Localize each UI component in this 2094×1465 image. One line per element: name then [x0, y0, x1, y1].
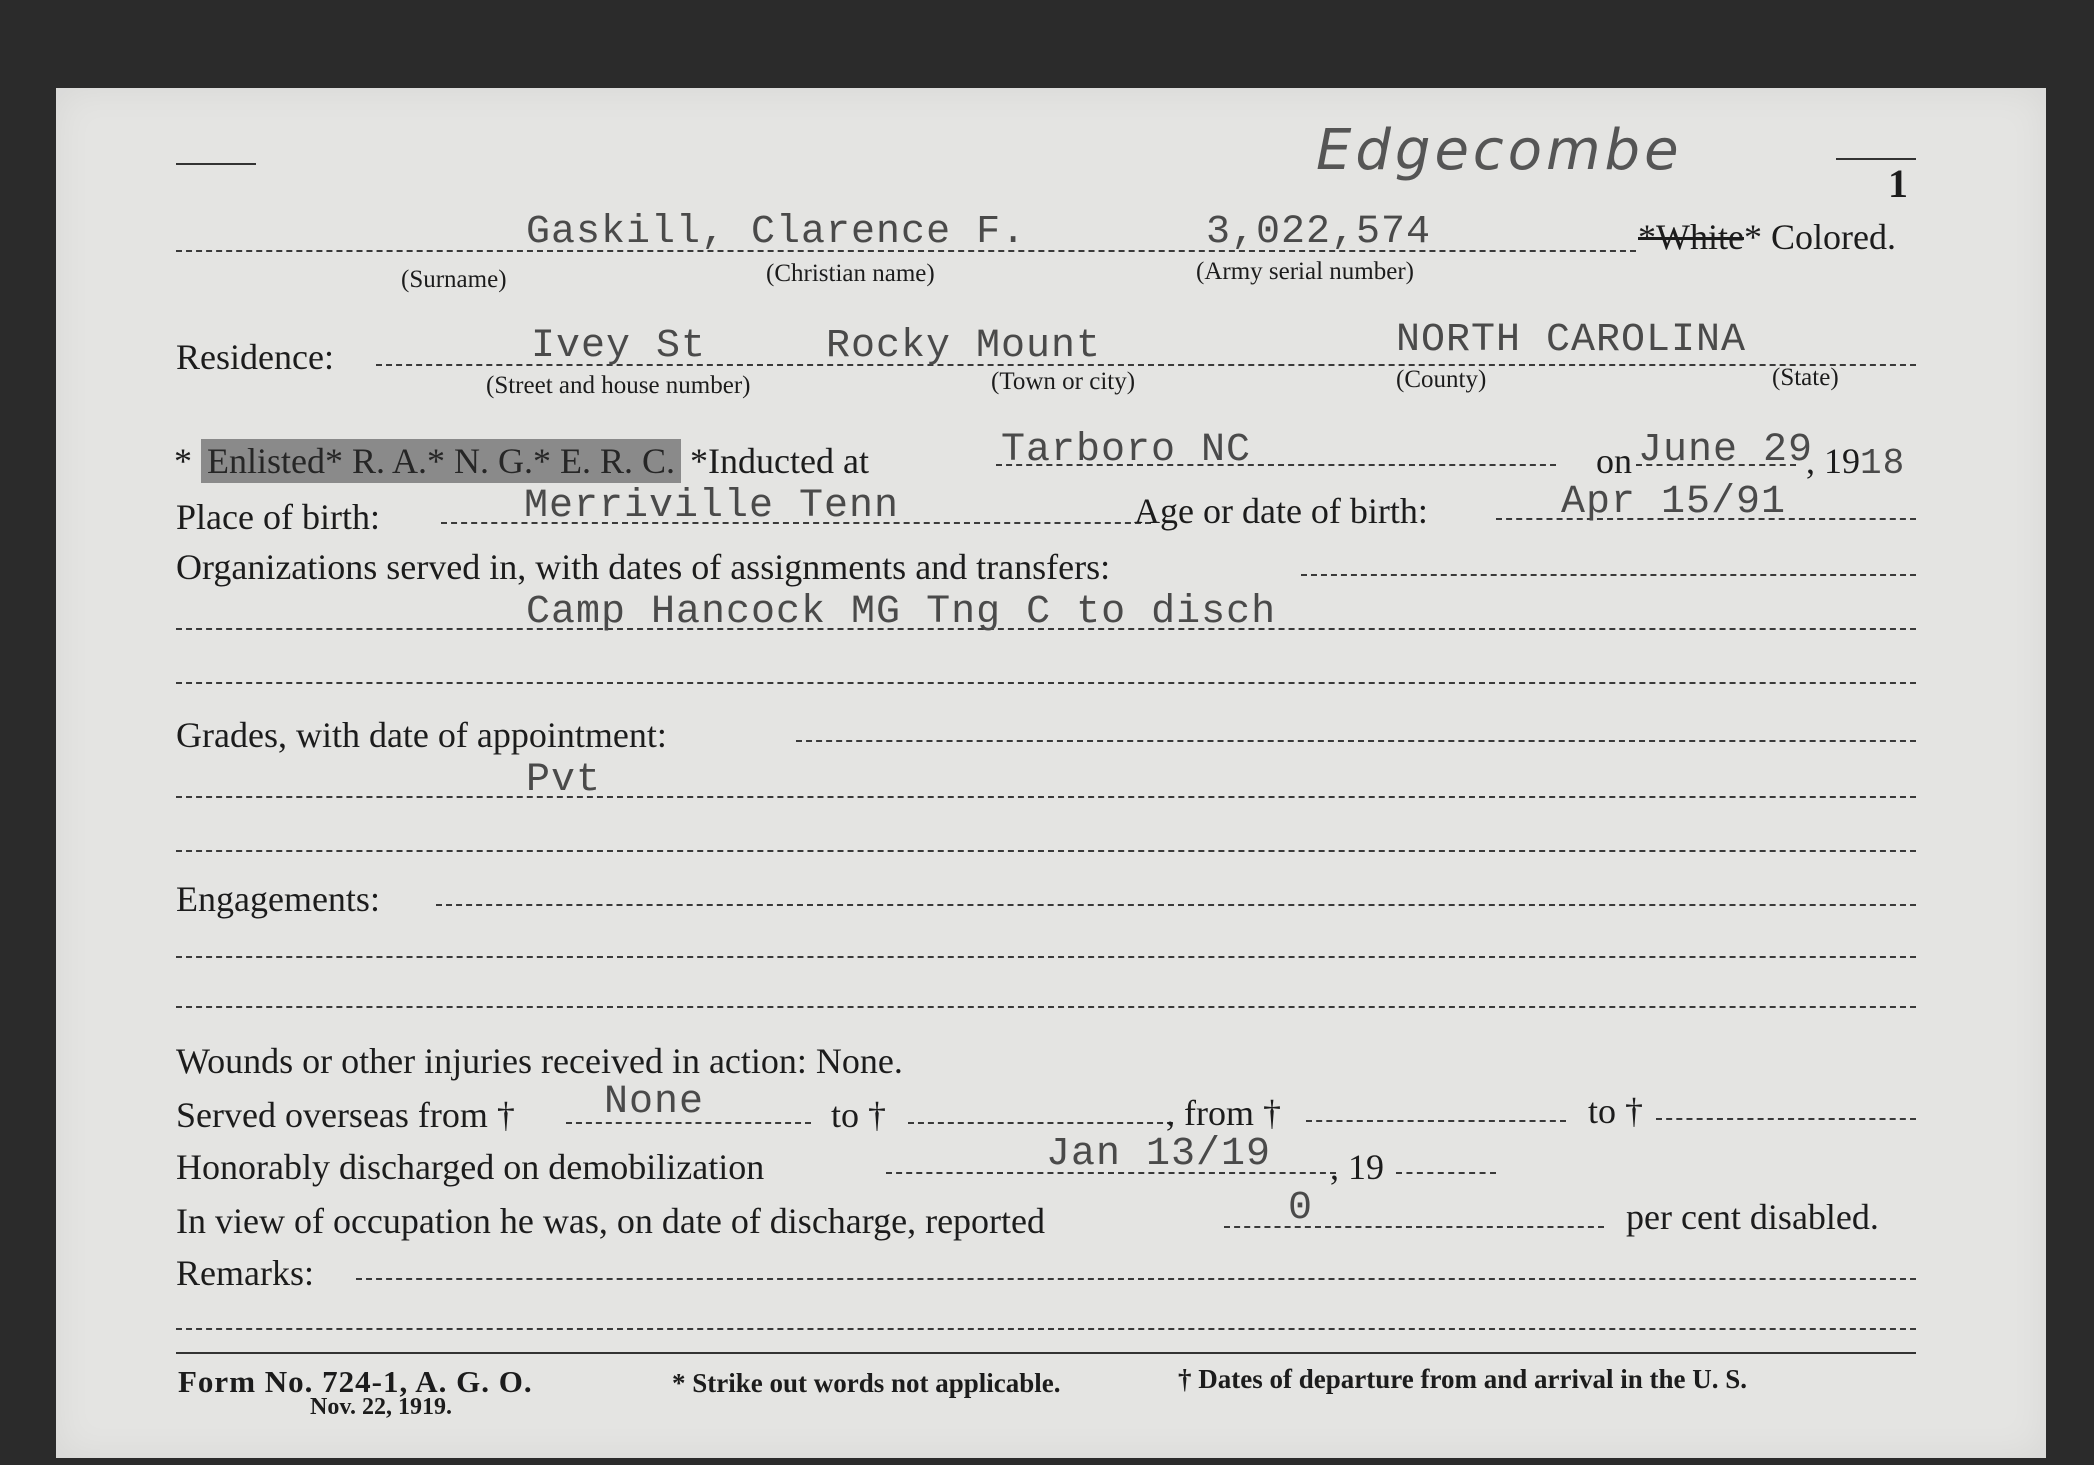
remarks-line-2 [176, 1328, 1916, 1330]
christian-name-label: (Christian name) [766, 260, 935, 287]
engagements-line-2 [176, 956, 1916, 958]
race-options [1638, 216, 1896, 258]
form-number: Form No. 724-1, A. G. O. [178, 1364, 533, 1399]
organizations-line-3 [176, 682, 1916, 684]
place-of-birth: Merriville Tenn [524, 484, 900, 529]
remarks-line-1 [356, 1278, 1916, 1280]
top-left-rule [176, 163, 256, 165]
engagements-label: Engagements: [176, 879, 380, 919]
discharge-year-suffix: , 19 [1330, 1147, 1384, 1187]
disability-suffix: per cent disabled. [1626, 1197, 1879, 1237]
street-label: (Street and house number) [486, 372, 751, 399]
overseas-label: Served overseas from † [176, 1095, 515, 1135]
grades-label: Grades, with date of appointment: [176, 715, 667, 755]
grades-line-1 [796, 740, 1916, 742]
discharge-label: Honorably discharged on demobilization [176, 1147, 765, 1187]
place-of-birth-label: Place of birth: [176, 497, 380, 537]
overseas-to-label: to † [831, 1095, 887, 1135]
residence-state-value: NORTH CAROLINA [1396, 318, 1747, 363]
grades-value: Pvt [526, 758, 602, 803]
induction-date: June 29 [1638, 428, 1814, 473]
race-white: *White [1638, 217, 1744, 257]
engagements-line-3 [176, 1006, 1916, 1008]
disability-line [1224, 1226, 1604, 1228]
organizations-value: Camp Hancock MG Tng C to disch [526, 590, 1277, 635]
card-number: 1 [1888, 161, 1908, 206]
organizations-label: Organizations served in, with dates of assignments and transfers: [176, 547, 1111, 587]
discharge-date: Jan 13/19 [1046, 1132, 1272, 1177]
service-record-card [56, 88, 2046, 1458]
grades-line-2 [176, 796, 1916, 798]
overseas-from-value: None [604, 1080, 705, 1125]
age-label: Age or date of birth: [1134, 491, 1428, 531]
inducted-label: *Inducted at [690, 441, 869, 481]
county-label: (County) [1396, 366, 1487, 393]
on-label: on [1596, 441, 1632, 481]
overseas-from2-line [1306, 1120, 1566, 1122]
wounds-label: Wounds or other injuries received in action: [176, 1041, 807, 1081]
grades-line-3 [176, 850, 1916, 852]
serial-value: 3,022,574 [1206, 210, 1432, 255]
inducted-place: Tarboro NC [1001, 428, 1252, 473]
surname-label: (Surname) [401, 266, 507, 293]
dates-note: † Dates of departure from and arrival in the U. S. [1178, 1364, 1747, 1394]
wounds-value: None. [815, 1041, 903, 1081]
town-label: (Town or city) [991, 368, 1136, 395]
enlisted-option: Enlisted* R. A.* N. G.* E. R. C. [201, 439, 681, 483]
form-date: Nov. 22, 1919. [310, 1394, 453, 1420]
race-colored: * Colored. [1743, 217, 1896, 257]
residence-label: Residence: [176, 337, 334, 377]
overseas-to2-label: to † [1588, 1091, 1644, 1131]
remarks-label: Remarks: [176, 1253, 314, 1293]
footer-rule [176, 1352, 1916, 1354]
induction-year: , 1918 [1806, 441, 1906, 484]
disability-label: In view of occupation he was, on date of discharge, reported [176, 1201, 1046, 1241]
engagements-line-1 [436, 904, 1916, 906]
enlistment-options: * Enlisted* R. A.* N. G.* E. R. C. *Inducted at [174, 441, 869, 481]
birth-date: Apr 15/91 [1561, 480, 1787, 525]
overseas-from2-label: , from † [1166, 1093, 1281, 1133]
residence-town: Rocky Mount [826, 324, 1102, 369]
disability-value: 0 [1288, 1186, 1314, 1231]
name-value: Gaskill, Clarence F. [526, 210, 1027, 255]
strike-note: * Strike out words not applicable. [672, 1368, 1061, 1398]
residence-street: Ivey St [531, 324, 707, 369]
overseas-to-line [908, 1122, 1173, 1124]
county-handwritten: Edgecombe [1316, 118, 1683, 183]
discharge-year-line [1396, 1172, 1496, 1174]
wounds-row [176, 1040, 903, 1082]
serial-label: (Army serial number) [1196, 258, 1414, 285]
overseas-to2-line [1656, 1118, 1916, 1120]
organizations-line-1 [1301, 574, 1916, 576]
state-label: (State) [1772, 364, 1839, 391]
